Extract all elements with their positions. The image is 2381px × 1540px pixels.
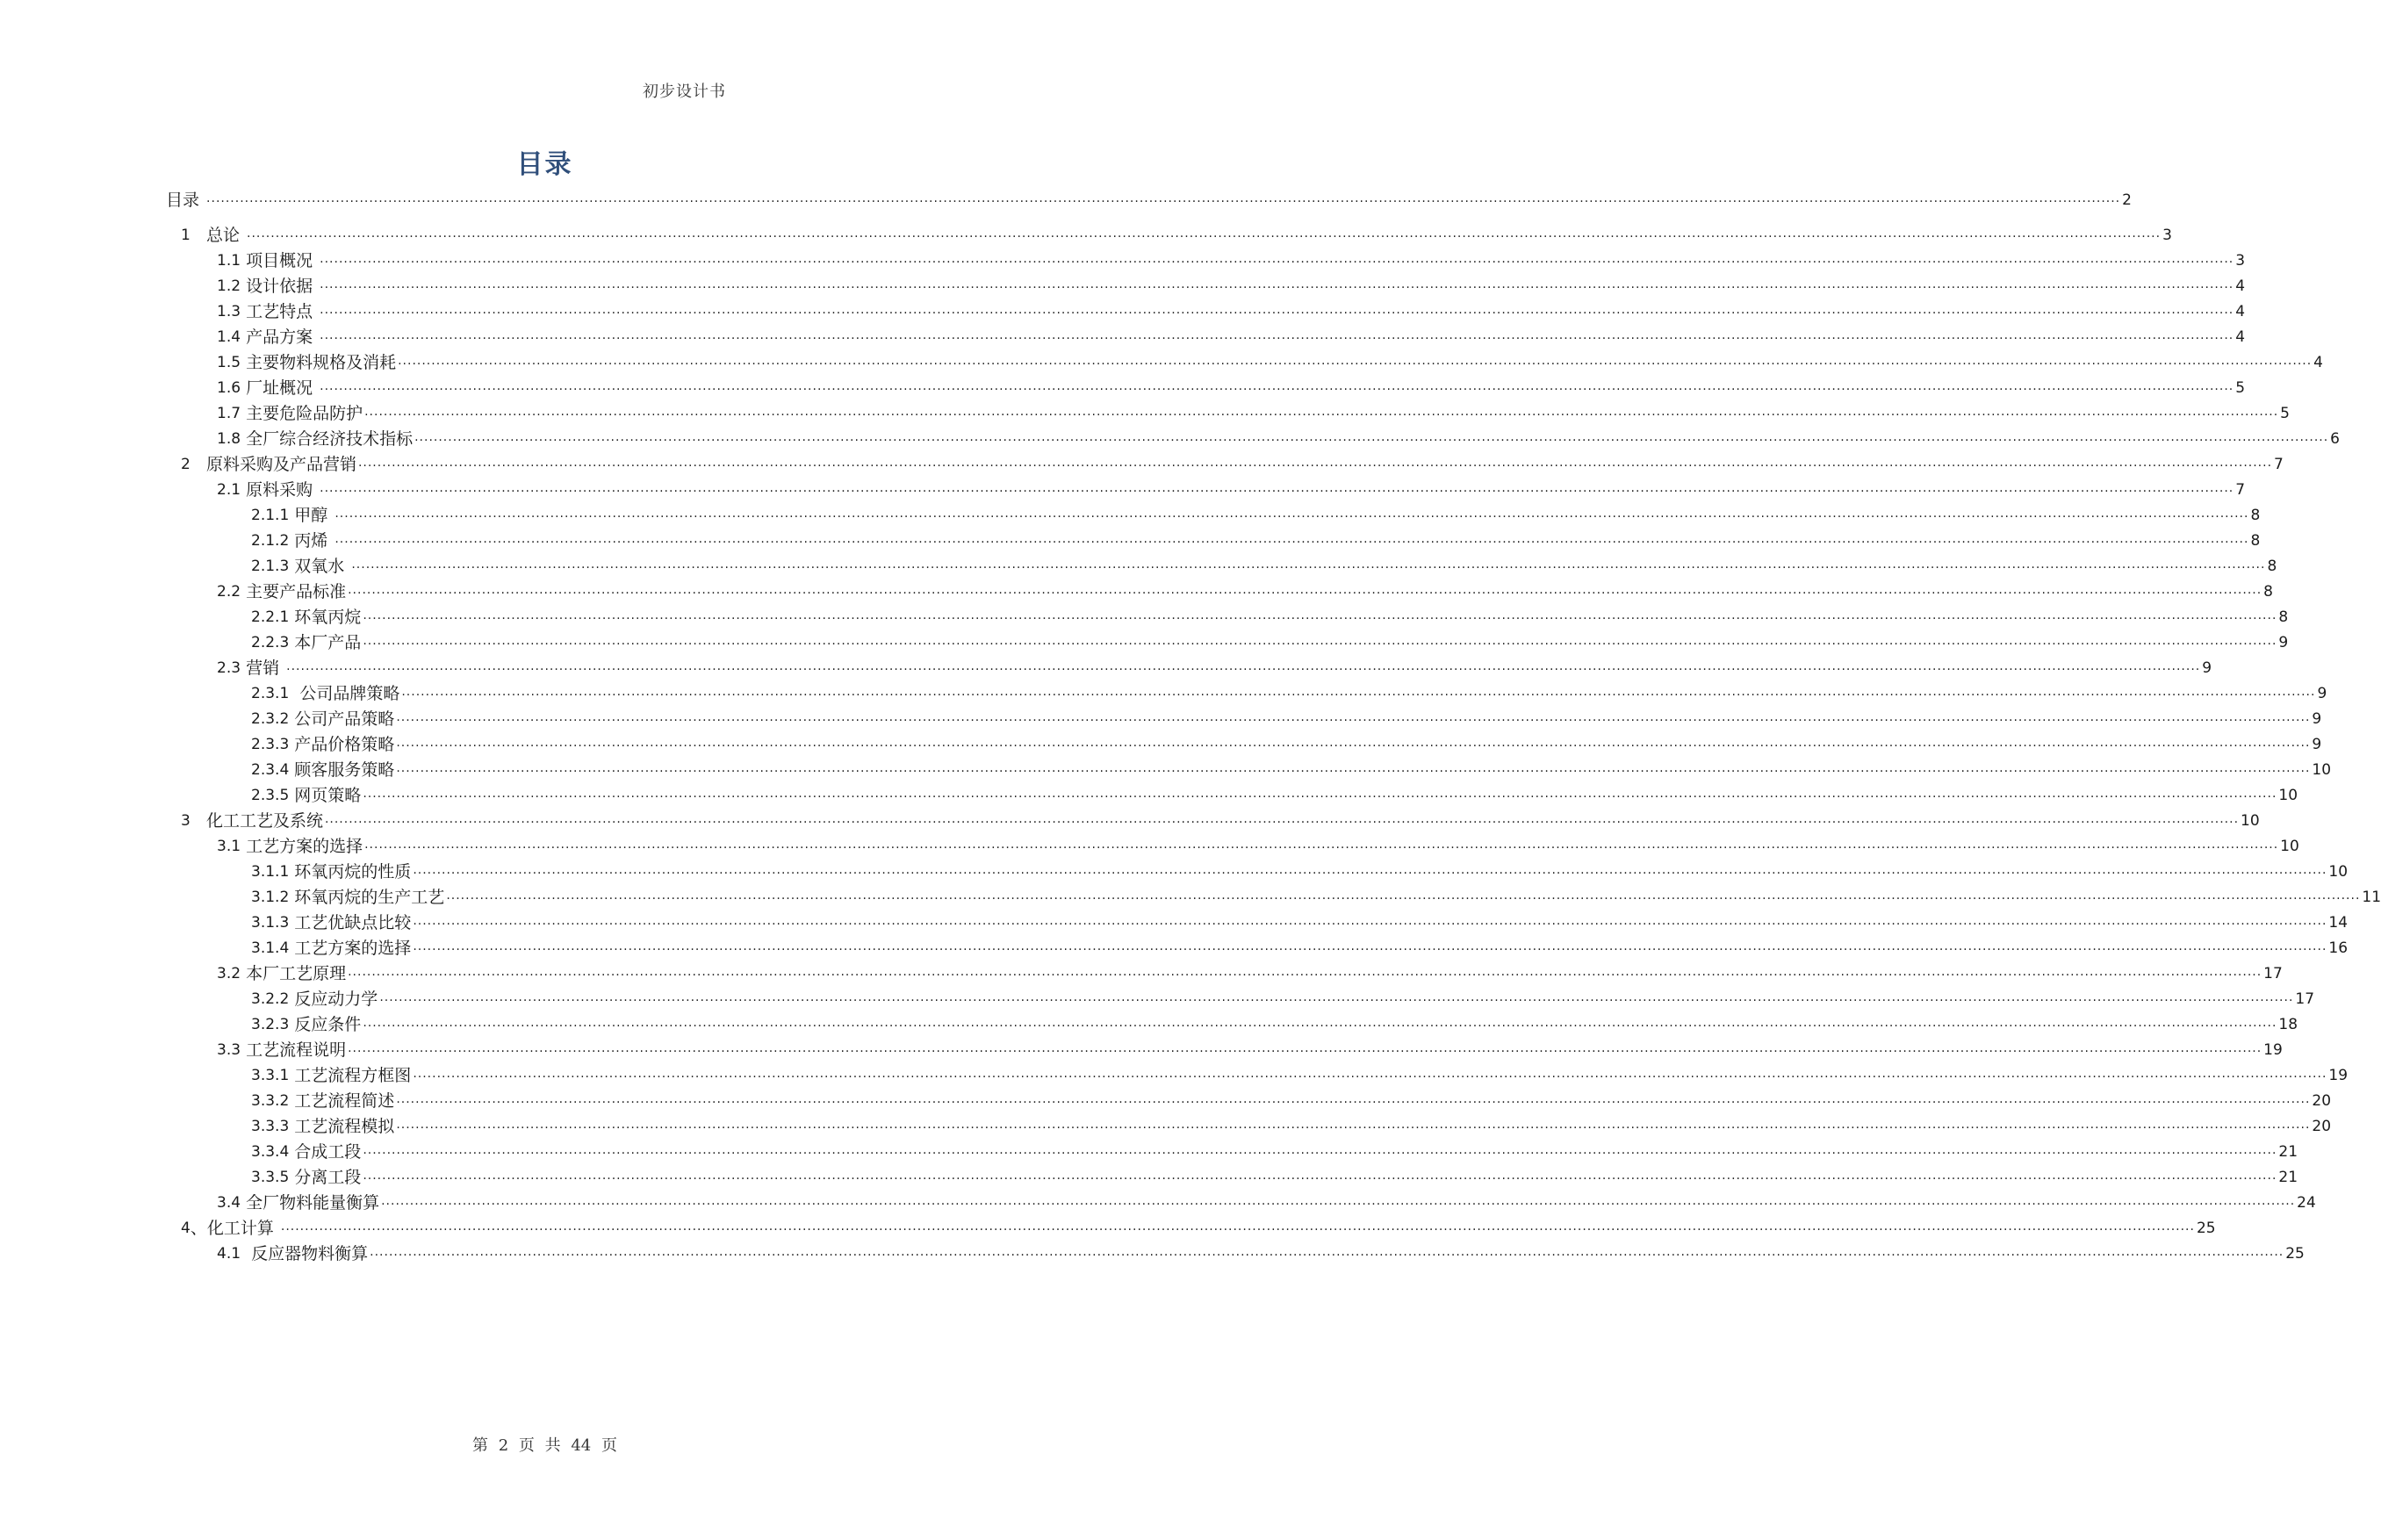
toc-entry-number: 2.3.5	[251, 787, 290, 804]
toc-entry-title: 反应条件	[289, 1015, 362, 1034]
toc-dot-leader: ................................................................................................................................................................................................................................................................................................................................................................................................................	[363, 1143, 2277, 1157]
toc-dot-leader: ................................................................................................................................................................................................................................................................................................................................................................................................................	[379, 990, 2294, 1004]
toc-entry-title: 工艺特点	[241, 302, 319, 321]
toc-entry-title: 双氧水	[289, 557, 350, 576]
toc-entry[interactable]	[251, 552, 2277, 577]
toc-entry[interactable]	[251, 680, 2327, 704]
toc-entry[interactable]	[251, 629, 2289, 653]
toc-entry-title: 甲醇	[289, 506, 334, 525]
toc-entry-number: 1.3	[217, 303, 241, 320]
toc-entry-page-number: 9	[2312, 736, 2322, 753]
toc-entry[interactable]	[251, 756, 2332, 781]
toc-entry[interactable]	[251, 858, 2349, 882]
toc-entry-title: 全厂综合经济技术指标	[241, 429, 414, 449]
toc-entry-title: 本厂产品	[289, 633, 362, 652]
toc-entry-page-number: 8	[2267, 558, 2277, 575]
toc-entry[interactable]	[251, 1061, 2349, 1086]
toc-entry-number: 4.1	[217, 1245, 241, 1263]
toc-entry-number: 1.1	[217, 252, 241, 270]
toc-entry[interactable]	[181, 221, 2172, 246]
toc-dot-leader: ................................................................................................................................................................................................................................................................................................................................................................................................................	[334, 507, 2249, 521]
toc-dot-leader: ................................................................................................................................................................................................................................................................................................................................................................................................................	[413, 863, 2327, 877]
toc-entry-page-number: 8	[2250, 507, 2261, 524]
toc-entry[interactable]	[251, 1163, 2298, 1188]
toc-dot-leader: ................................................................................................................................................................................................................................................................................................................................................................................................................	[446, 889, 2361, 903]
toc-entry-title: 合成工段	[289, 1142, 362, 1162]
toc-entry-title: 设计依据	[241, 277, 319, 296]
toc-entry-page-number: 16	[2328, 939, 2349, 957]
toc-entry-number: 2.3.4	[251, 761, 290, 779]
toc-entry-page-number: 9	[2317, 685, 2327, 702]
toc-entry-page-number: 9	[2312, 710, 2322, 728]
toc-dot-leader: ................................................................................................................................................................................................................................................................................................................................................................................................................	[348, 583, 2262, 597]
toc-entry-page-number: 11	[2362, 889, 2381, 906]
toc-entry[interactable]	[181, 450, 2284, 475]
toc-entry-number: 2.1	[217, 481, 241, 499]
toc-entry-number: 3.3.1	[251, 1067, 290, 1084]
toc-entry-page-number: 8	[2278, 608, 2289, 626]
toc-dot-leader: ................................................................................................................................................................................................................................................................................................................................................................................................................	[280, 1220, 2195, 1234]
toc-entry-title: 环氧丙烷的性质	[289, 862, 412, 882]
toc-entry[interactable]	[217, 374, 2246, 399]
toc-dot-leader: ................................................................................................................................................................................................................................................................................................................................................................................................................	[401, 685, 2316, 699]
toc-entry[interactable]	[217, 1036, 2283, 1061]
toc-dot-leader: ................................................................................................................................................................................................................................................................................................................................................................................................................	[357, 456, 2273, 470]
toc-dot-leader: ................................................................................................................................................................................................................................................................................................................................................................................................................	[206, 191, 2121, 205]
toc-entry-page-number: 10	[2241, 812, 2260, 830]
toc-dot-leader: ................................................................................................................................................................................................................................................................................................................................................................................................................	[324, 812, 2240, 826]
toc-entry-number: 1.5	[217, 354, 241, 371]
toc-dot-leader: ................................................................................................................................................................................................................................................................................................................................................................................................................	[286, 659, 2201, 673]
toc-entry-number: 3	[181, 812, 191, 830]
toc-entry[interactable]	[217, 960, 2283, 984]
toc-entry-number: 3.1.4	[251, 939, 290, 957]
toc-entry[interactable]	[217, 1240, 2305, 1264]
toc-entry[interactable]	[217, 349, 2323, 373]
toc-dot-leader: ................................................................................................................................................................................................................................................................................................................................................................................................................	[348, 1041, 2262, 1055]
toc-entry[interactable]	[217, 578, 2273, 602]
toc-entry-title: 本厂工艺原理	[241, 964, 347, 983]
toc-entry[interactable]	[251, 1112, 2332, 1137]
toc-entry[interactable]	[251, 781, 2298, 806]
toc-entry-number: 1.6	[217, 379, 241, 397]
toc-dot-leader: ................................................................................................................................................................................................................................................................................................................................................................................................................	[381, 1194, 2296, 1208]
toc-entry-title: 分离工段	[289, 1168, 362, 1187]
toc-dot-leader: ................................................................................................................................................................................................................................................................................................................................................................................................................	[247, 227, 2162, 241]
toc-entry[interactable]	[251, 603, 2289, 628]
toc-entry-title: 主要物料规格及消耗	[241, 353, 397, 372]
toc-entry-page-number: 4	[2235, 328, 2246, 346]
toc-entry-title: 工艺方案的选择	[241, 837, 363, 856]
toc-entry-title: 化工工艺及系统	[190, 811, 323, 831]
toc-entry-title: 网页策略	[289, 786, 362, 805]
toc-dot-leader: ................................................................................................................................................................................................................................................................................................................................................................................................................	[396, 736, 2311, 750]
toc-dot-leader: ................................................................................................................................................................................................................................................................................................................................................................................................................	[363, 634, 2277, 648]
toc-entry-number: 2.2.3	[251, 634, 290, 651]
toc-entry-number: 3.1	[217, 838, 241, 855]
toc-entry-number: 1.2	[217, 277, 241, 295]
toc-entry-page-number: 9	[2278, 634, 2289, 651]
toc-dot-leader: ................................................................................................................................................................................................................................................................................................................................................................................................................	[320, 277, 2234, 291]
toc-entry-page-number: 24	[2297, 1194, 2316, 1212]
toc-entry-title: 、化工计算	[190, 1219, 279, 1238]
toc-entry-page-number: 4	[2235, 277, 2246, 295]
toc-entry[interactable]	[181, 807, 2260, 831]
toc-entry[interactable]	[251, 501, 2261, 526]
toc-dot-leader: ................................................................................................................................................................................................................................................................................................................................................................................................................	[348, 965, 2262, 979]
toc-entry-page-number: 10	[2280, 838, 2299, 855]
toc-entry-title: 工艺流程简述	[289, 1091, 395, 1111]
toc-entry-title: 工艺流程模拟	[289, 1117, 395, 1136]
toc-entry-number: 1.7	[217, 405, 241, 422]
toc-entry-page-number: 25	[2196, 1220, 2216, 1237]
toc-title: 目录	[516, 149, 573, 180]
toc-entry-page-number: 17	[2295, 990, 2315, 1008]
toc-entry-number: 2.3.3	[251, 736, 290, 753]
toc-entry[interactable]	[251, 705, 2322, 730]
toc-entry-page-number: 19	[2328, 1067, 2349, 1084]
toc-entry-number: 3.3.2	[251, 1092, 290, 1110]
page-footer: 第 2 页 共 44 页	[472, 1436, 617, 1455]
toc-dot-leader: ................................................................................................................................................................................................................................................................................................................................................................................................................	[320, 481, 2234, 495]
toc-entry-title: 项目概况	[241, 251, 319, 270]
toc-entry[interactable]	[181, 1214, 2216, 1239]
toc-entry-number: 3.1.1	[251, 863, 290, 881]
toc-entry-title: 主要危险品防护	[241, 404, 363, 423]
toc-entry-page-number: 10	[2312, 761, 2332, 779]
toc-entry-number: 3.3.4	[251, 1143, 290, 1161]
toc-entry-number: 2.2.1	[251, 608, 290, 626]
toc-dot-leader: ................................................................................................................................................................................................................................................................................................................................................................................................................	[398, 354, 2313, 368]
toc-dot-leader: ................................................................................................................................................................................................................................................................................................................................................................................................................	[363, 787, 2277, 801]
toc-dot-leader: ................................................................................................................................................................................................................................................................................................................................................................................................................	[364, 838, 2279, 852]
toc-entry-title: 全厂物料能量衡算	[241, 1193, 380, 1213]
running-header: 初步设计书	[643, 83, 726, 101]
toc-entry-number: 2.1.2	[251, 532, 290, 550]
toc-entry[interactable]	[217, 399, 2290, 424]
toc-entry[interactable]	[251, 1138, 2298, 1162]
toc-dot-leader: ................................................................................................................................................................................................................................................................................................................................................................................................................	[320, 328, 2234, 342]
toc-entry-page-number: 18	[2278, 1016, 2298, 1033]
toc-entry[interactable]	[251, 909, 2349, 933]
toc-entry-page-number: 6	[2330, 430, 2340, 448]
toc-entry-page-number: 5	[2235, 379, 2246, 397]
toc-entry-number: 2.3.2	[251, 710, 290, 728]
toc-entry-page-number: 17	[2263, 965, 2283, 982]
toc-entry-number: 4	[181, 1220, 191, 1237]
toc-dot-leader: ................................................................................................................................................................................................................................................................................................................................................................................................................	[363, 608, 2277, 622]
toc-entry-number: 3.3.5	[251, 1169, 290, 1186]
toc-entry-number: 2.3	[217, 659, 241, 677]
toc-entry-number: 3.4	[217, 1194, 241, 1212]
toc-dot-leader: ................................................................................................................................................................................................................................................................................................................................................................................................................	[364, 405, 2279, 419]
toc-entry-number: 1.4	[217, 328, 241, 346]
toc-dot-leader: ................................................................................................................................................................................................................................................................................................................................................................................................................	[363, 1016, 2277, 1030]
toc-entry[interactable]	[217, 832, 2299, 857]
toc-entry-title: 环氧丙烷的生产工艺	[289, 888, 445, 907]
toc-entry-title: 产品价格策略	[289, 735, 395, 754]
toc-dot-leader: ................................................................................................................................................................................................................................................................................................................................................................................................................	[370, 1245, 2284, 1259]
toc-entry-number: 2.1.3	[251, 558, 290, 575]
toc-entry-page-number: 21	[2278, 1169, 2298, 1186]
toc-entry-title: 工艺方案的选择	[289, 939, 412, 958]
toc-entry[interactable]	[217, 298, 2246, 322]
toc-entry-title: 丙烯	[289, 531, 334, 551]
toc-entry-page-number: 2	[2122, 191, 2132, 209]
toc-entry-page-number: 5	[2280, 405, 2290, 422]
toc-dot-leader: ................................................................................................................................................................................................................................................................................................................................................................................................................	[320, 252, 2234, 266]
toc-entry-page-number: 25	[2285, 1245, 2305, 1263]
toc-entry-title: 反应器物料衡算	[241, 1244, 369, 1263]
toc-entry-number: 3.3.3	[251, 1118, 290, 1135]
toc-entry-page-number: 4	[2235, 303, 2246, 320]
toc-entry[interactable]	[217, 1189, 2316, 1213]
toc-entry-number: 3.1.2	[251, 889, 290, 906]
toc-dot-leader: ................................................................................................................................................................................................................................................................................................................................................................................................................	[320, 303, 2234, 317]
toc-entry[interactable]	[217, 323, 2246, 348]
toc-entry-title: 原料采购及产品营销	[190, 455, 356, 474]
toc-dot-leader: ................................................................................................................................................................................................................................................................................................................................................................................................................	[334, 532, 2249, 546]
toc-dot-leader: ................................................................................................................................................................................................................................................................................................................................................................................................................	[414, 430, 2329, 444]
toc-entry[interactable]	[217, 654, 2212, 679]
toc-entry[interactable]	[217, 476, 2246, 500]
toc-entry[interactable]	[251, 934, 2349, 959]
toc-entry-title: 原料采购	[241, 480, 319, 500]
toc-dot-leader: ................................................................................................................................................................................................................................................................................................................................................................................................................	[396, 761, 2311, 775]
toc-dot-leader: ................................................................................................................................................................................................................................................................................................................................................................................................................	[396, 1092, 2311, 1106]
toc-entry-page-number: 7	[2274, 456, 2284, 473]
toc-entry-title: 公司产品策略	[289, 709, 395, 729]
toc-entry-title: 反应动力学	[289, 989, 378, 1009]
toc-entry-page-number: 19	[2263, 1041, 2283, 1059]
toc-entry-number: 2	[181, 456, 191, 473]
toc-dot-leader: ................................................................................................................................................................................................................................................................................................................................................................................................................	[363, 1169, 2277, 1183]
toc-entry-page-number: 8	[2250, 532, 2261, 550]
toc-entry-page-number: 3	[2162, 227, 2172, 244]
toc-dot-leader: ................................................................................................................................................................................................................................................................................................................................................................................................................	[351, 558, 2266, 572]
toc-entry-number: 3.2	[217, 965, 241, 982]
toc-dot-leader: ................................................................................................................................................................................................................................................................................................................................................................................................................	[413, 914, 2327, 928]
toc-entry-title: 公司品牌策略	[289, 684, 400, 703]
toc-entry[interactable]	[251, 1087, 2332, 1112]
toc-entry-number: 1.8	[217, 430, 241, 448]
toc-dot-leader: ................................................................................................................................................................................................................................................................................................................................................................................................................	[396, 1118, 2311, 1132]
toc-entry-page-number: 21	[2278, 1143, 2298, 1161]
toc-entry-title: 工艺流程说明	[241, 1040, 347, 1060]
toc-entry-number: 3.1.3	[251, 914, 290, 932]
toc-entry-page-number: 10	[2278, 787, 2298, 804]
toc-entry-number: 2.1.1	[251, 507, 290, 524]
toc-entry-title: 环氧丙烷	[289, 608, 362, 627]
toc-entry-page-number: 4	[2313, 354, 2323, 371]
toc-dot-leader: ................................................................................................................................................................................................................................................................................................................................................................................................................	[320, 379, 2234, 393]
toc-entry-page-number: 20	[2312, 1092, 2332, 1110]
toc-entry-page-number: 8	[2263, 583, 2273, 601]
toc-entry-title: 工艺优缺点比较	[289, 913, 412, 932]
toc-entry[interactable]	[217, 425, 2340, 450]
toc-dot-leader: ................................................................................................................................................................................................................................................................................................................................................................................................................	[396, 710, 2311, 724]
toc-entry-title: 工艺流程方框图	[289, 1066, 412, 1085]
toc-entry-number: 3.2.3	[251, 1016, 290, 1033]
toc-entry-title: 厂址概况	[241, 378, 319, 398]
toc-entry-page-number: 14	[2328, 914, 2349, 932]
toc-entry[interactable]	[251, 527, 2261, 551]
toc-entry-number: 3.3	[217, 1041, 241, 1059]
toc-dot-leader: ................................................................................................................................................................................................................................................................................................................................................................................................................	[413, 939, 2327, 954]
toc-entry-number: 2.3.1	[251, 685, 290, 702]
toc-entry[interactable]	[217, 247, 2246, 271]
toc-entry-title: 总论	[190, 226, 245, 245]
toc-entry-page-number: 3	[2235, 252, 2246, 270]
toc-dot-leader: ................................................................................................................................................................................................................................................................................................................................................................................................................	[413, 1067, 2327, 1081]
toc-entry-title: 产品方案	[241, 327, 319, 347]
toc-entry[interactable]	[251, 985, 2315, 1010]
toc-entry[interactable]	[251, 730, 2322, 755]
toc-entry[interactable]	[166, 186, 2132, 211]
toc-entry-number: 1	[181, 227, 191, 244]
toc-entry-title: 目录	[166, 191, 205, 210]
toc-entry-title: 营销	[241, 658, 285, 678]
toc-entry-title: 主要产品标准	[241, 582, 347, 601]
toc-entry-number: 3.2.2	[251, 990, 290, 1008]
toc-entry[interactable]	[217, 272, 2246, 297]
toc-entry-page-number: 20	[2312, 1118, 2332, 1135]
toc-entry[interactable]	[251, 883, 2381, 908]
toc-entry-number: 2.2	[217, 583, 241, 601]
toc-entry[interactable]	[251, 1011, 2298, 1035]
toc-entry-title: 顾客服务策略	[289, 760, 395, 780]
toc-entry-page-number: 7	[2235, 481, 2246, 499]
toc-entry-page-number: 10	[2328, 863, 2349, 881]
toc-entry-page-number: 9	[2202, 659, 2212, 677]
